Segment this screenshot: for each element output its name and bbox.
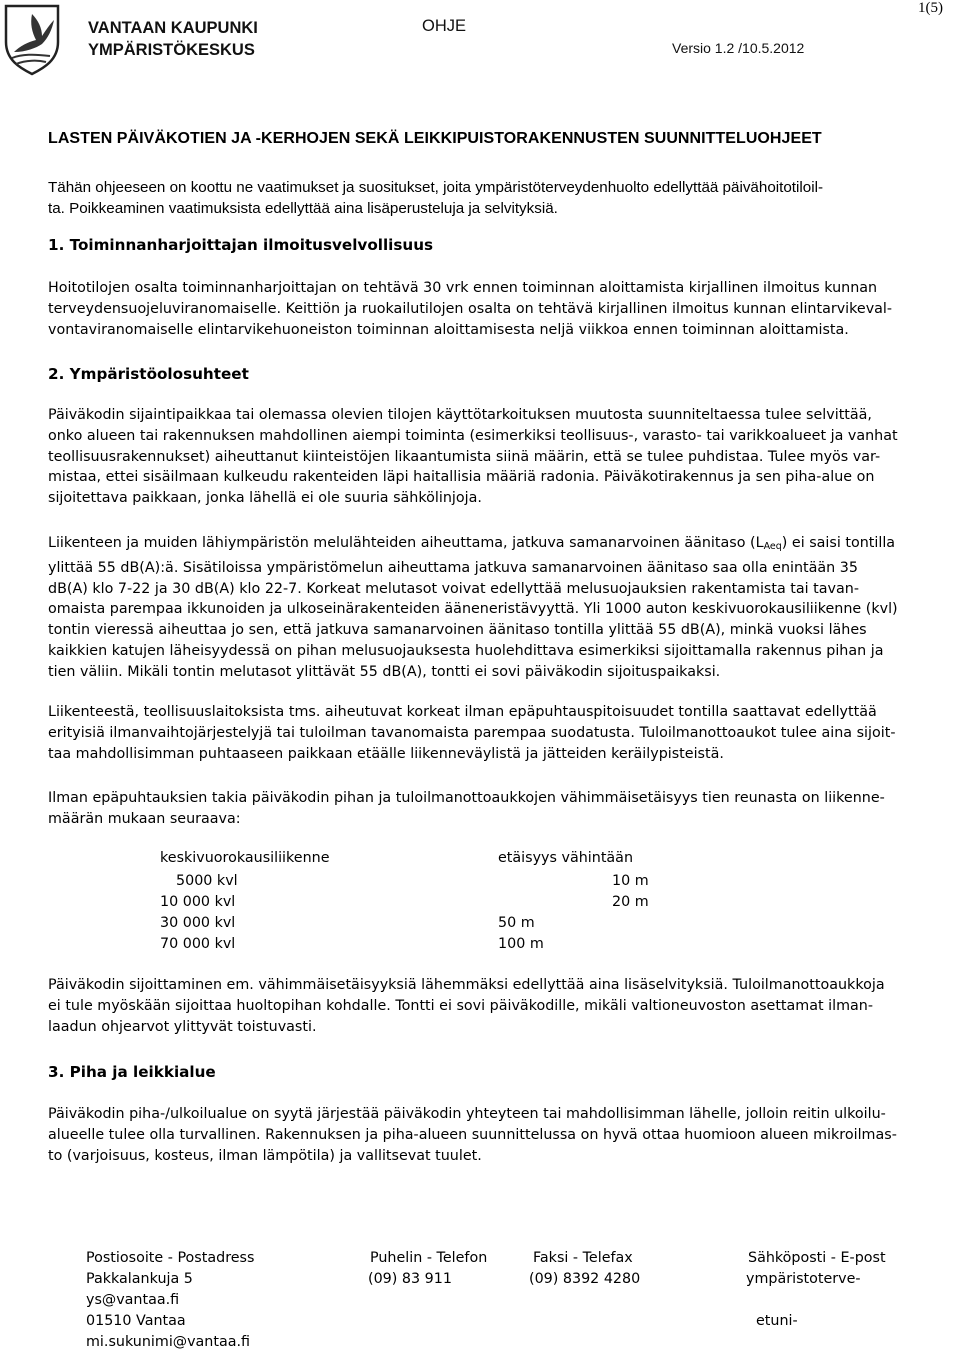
footer-postcode: 01510 Vantaa [86,1313,186,1329]
intro-line: ta. Poikkeaminen vaatimuksista edellyttää aina lisäperusteluja ja selvityksiä. [48,200,558,217]
document-type: OHJE [422,17,467,35]
intro-paragraph [48,177,928,219]
text-line: Päiväkodin piha-/ulkoilualue on syytä järjestää päiväkodin yhteyteen tai mahdollisimman lähelle, jolloin reitin ulkoilu- [48,1106,886,1122]
footer-phone: (09) 83 911 [368,1271,452,1287]
subscript-aeq: Aeq [763,541,782,552]
document-title: LASTEN PÄIVÄKOTIEN JA -KERHOJEN SEKÄ LEIKKIPUISTORAKENNUSTEN SUUNNITTELUOHJEET [48,130,822,147]
table-cell-traffic: 30 000 kvl [160,915,236,931]
section-3-paragraph [48,1104,897,1166]
table-cell-distance: 20 m [612,894,649,910]
text-line: Päiväkodin sijoittaminen em. vähimmäisetäisyyksiä lähemmäksi edellyttää aina lisäselvityksiä. Tuloilmanottoaukkoja [48,977,885,993]
org-line-2: YMPÄRISTÖKESKUS [88,41,255,59]
text-line: ylittää 55 dB(A):ä. Sisätiloissa ympäristömelun aiheuttama jatkuva samanarvoinen äänitaso saa olla enintään 35 [48,559,858,576]
text-line: dB(A) klo 7-22 ja 30 dB(A) klo 22-7. Korkeat melutasot voivat edellyttää melusuojauksien rakentamista tai tavan- [48,580,859,597]
section-2-paragraph-4 [48,788,885,830]
text-line: to (varjoisuus, kosteus, ilman lämpötila) ja vallitsevat tuulet. [48,1147,482,1164]
page-number: 1(5) [918,0,943,16]
table-header-distance: etäisyys vähintään [498,850,634,866]
footer-email2-part-2[interactable]: mi.sukunimi@vantaa.fi [86,1334,251,1350]
text-segment: Liikenteen ja muiden lähiympäristön melulähteiden aiheuttama, jatkuva samanarvoinen äänitaso (L [48,535,764,551]
footer-fax: (09) 8392 4280 [529,1271,641,1287]
section-2-paragraph-5 [48,975,885,1037]
text-line: tien väliin. Mikäli tontin melutasot ylittävät 55 dB(A), tontti ei sovi päiväkodin sijoituspaikaksi. [48,663,721,680]
footer-email2-part-1: etuni- [756,1313,798,1329]
section-1-heading: 1. Toiminnanharjoittajan ilmoitusvelvollisuus [48,236,434,254]
footer-email-part-1: ympäristoterve- [746,1271,861,1287]
text-line: omaista parempaa ikkunoiden ja ulkoseinärakenteiden ääneneristävyyttä. Yli 1000 auton keskivuorokausiliikenne (kvl) [48,601,898,618]
text-line: alueelle tulee olla turvallinen. Rakennuksen ja piha-alueen suunnittelussa on hyvä ottaa huomioon alueen mikroilmas- [48,1126,897,1143]
text-line: sijoitettava paikkaan, jonka lähellä ei ole suuria sähkölinjoja. [48,490,482,507]
table-cell-traffic: 10 000 kvl [160,894,236,910]
section-1-paragraph [48,278,892,340]
text-line: Liikenteestä, teollisuuslaitoksista tms. aiheutuvat korkeat ilman epäpuhtauspitoisuudet tontilla saattavat edellyttää [48,704,877,720]
text-line: laadun ohjearvot ylittyvät toistuvasti. [48,1018,317,1035]
section-2-heading: 2. Ympäristöolosuhteet [48,365,249,383]
text-line: erityisiä ilmanvaihtojärjestelyjä tai tuloilman tavanomaista parempaa suodatusta. Tuloilmanottoaukot tulee aina sijoit- [48,724,896,741]
footer-postal-label: Postiosoite - Postadress [86,1250,255,1266]
text-line [48,533,898,558]
footer-street: Pakkalankuja 5 [86,1271,193,1287]
org-line-1: VANTAAN KAUPUNKI [88,19,258,37]
text-line: määrän mukaan seuraava: [48,810,241,827]
section-2-paragraph-1 [48,405,898,509]
version-info: Versio 1.2 /10.5.2012 [672,40,805,56]
footer-phone-label: Puhelin - Telefon [370,1250,488,1266]
footer-email-part-2[interactable]: ys@vantaa.fi [86,1292,180,1308]
text-line: onko alueen tai rakennuksen mahdollinen aiempi toiminta (esimerkiksi teollisuus-, varasto- tai varikkoalueet ja vanhat [48,427,898,444]
text-line: ei tule myöskään sijoittaa huoltopihan kohdalle. Tontti ei sovi päiväkodille, mikäli valtioneuvoston asettamat ilman- [48,997,873,1014]
footer-email-label: Sähköposti - E-post [748,1250,886,1266]
intro-line: Tähän ohjeeseen on koottu ne vaatimukset ja suositukset, joita ympäristöterveydenhuolto edellyttää päivähoitotiloil- [48,179,824,196]
footer-fax-label: Faksi - Telefax [533,1250,633,1266]
text-line: teollisuusrakennukset) aiheuttanut kiinteistöjen likaantumista siinä määrin, että se tulee puhdistaa. Tulee myös var- [48,448,881,465]
text-line: Päiväkodin sijaintipaikkaa tai olemassa olevien tilojen käyttötarkoituksen muutosta suunniteltaessa tulee selvittää, [48,407,872,423]
section-3-heading: 3. Piha ja leikkialue [48,1063,216,1081]
text-line: Hoitotilojen osalta toiminnanharjoittajan on tehtävä 30 vrk ennen toiminnan aloittamista kirjallinen ilmoitus kunnan [48,280,878,296]
table-cell-distance: 10 m [612,873,649,889]
table-cell-distance: 50 m [498,915,535,931]
text-line: tontin vieressä aiheuttaa jo sen, että jatkuva samanarvoinen äänitaso tontilla ylittää 55 dB(A), minkä vuoksi lähes [48,622,867,639]
vantaa-coat-of-arms-icon [2,2,62,76]
table-cell-distance: 100 m [498,936,544,952]
table-cell-traffic: 5000 kvl [176,873,238,889]
organization-name [88,17,258,61]
text-line: Ilman epäpuhtauksien takia päiväkodin pihan ja tuloilmanottoaukkojen vähimmäisetäisyys tien reunasta on liikenne- [48,790,885,806]
text-segment: ) ei saisi tontilla [781,535,896,551]
text-line: vontaviranomaiselle elintarvikehuoneiston toiminnan aloittamisesta neljä viikkoa ennen toiminnan aloittamista. [48,321,849,338]
section-2-paragraph-2 [48,533,898,683]
text-line: mistaa, ettei sisäilmaan kulkeudu rakenteiden läpi haitallisia määriä radonia. Päiväkotirakennus ja sen piha-alue on [48,469,875,486]
text-line: kaikkien katujen läheisyydessä on pihan melusuojauksesta huolehdittava esimerkiksi sijoittamalla rakennus pihan ja [48,642,884,659]
table-header-traffic: keskivuorokausiliikenne [160,850,330,866]
table-cell-traffic: 70 000 kvl [160,936,236,952]
text-line: taa mahdollisimman puhtaaseen paikkaan etäälle liikenneväylistä ja jätteiden keräilypisteistä. [48,745,724,762]
section-2-paragraph-3 [48,702,896,764]
text-line: terveydensuojeluviranomaiselle. Keittiön ja ruokailutilojen osalta on tehtävä kirjallinen ilmoitus kunnan elintarvikeval- [48,300,893,317]
